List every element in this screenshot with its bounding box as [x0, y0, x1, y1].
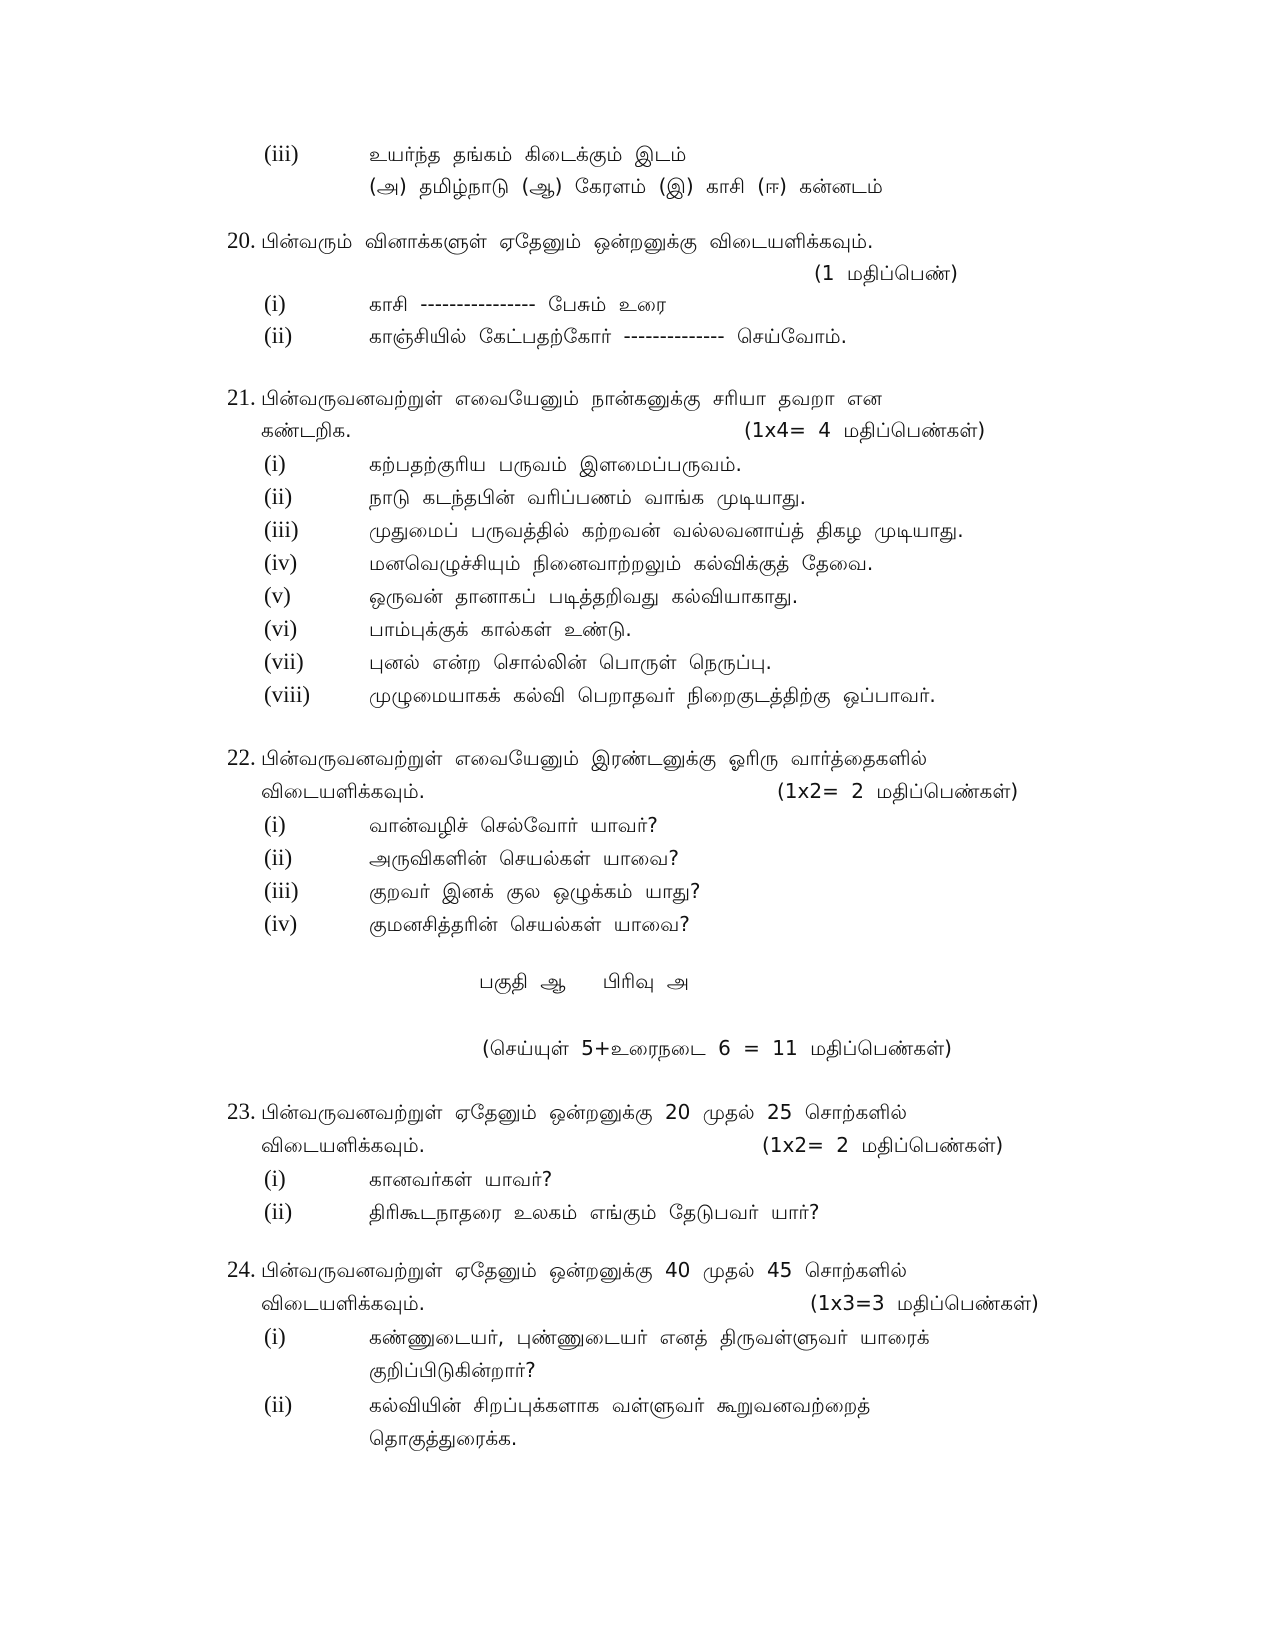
item-text: முதுமைப் பருவத்தில் கற்றவன் வல்லவனாய்த் திகழ முடியாது.: [369, 518, 964, 542]
item-roman-label: (ii): [264, 1199, 293, 1224]
item-text: காசி ---------------- பேசும் உரை: [369, 292, 667, 316]
item-text: புனல் என்ற சொல்லின் பொருள் நெருப்பு.: [369, 650, 772, 674]
question-text: பின்வரும் வினாக்களுள் ஏதேனும் ஒன்றனுக்கு விடையளிக்கவும்.: [261, 229, 874, 253]
item-roman-label: (i): [264, 1324, 286, 1349]
item-roman-label: (iv): [264, 550, 298, 575]
item-text: மனவெழுச்சியும் நினைவாற்றலும் கல்விக்குத் தேவை.: [369, 551, 874, 575]
section-marks-summary: (செய்யுள் 5+உரைநடை 6 = 11 மதிப்பெண்கள்): [482, 1036, 952, 1060]
item-text: கானவர்கள் யாவர்?: [369, 1167, 553, 1191]
item-text-continued: குறிப்பிடுகின்றார்?: [369, 1358, 536, 1382]
item-text: வான்வழிச் செல்வோர் யாவர்?: [369, 813, 658, 837]
item-text: அருவிகளின் செயல்கள் யாவை?: [369, 846, 680, 870]
item-roman-label: (iii): [264, 517, 299, 542]
question-number: 24.: [227, 1257, 256, 1282]
section-title: பகுதி ஆ பிரிவு அ: [479, 969, 690, 993]
item-text: கல்வியின் சிறப்புக்களாக வள்ளுவர் கூறுவனவற்றைத்: [369, 1393, 871, 1417]
item-roman-label: (i): [264, 812, 286, 837]
item-text: உயர்ந்த தங்கம் கிடைக்கும் இடம்: [369, 142, 687, 166]
item-text: நாடு கடந்தபின் வரிப்பணம் வாங்க முடியாது.: [369, 485, 806, 509]
item-roman-label: (vii): [264, 649, 304, 674]
question-number: 23.: [227, 1099, 256, 1124]
marks-label: (1x4= 4 மதிப்பெண்கள்): [744, 418, 986, 442]
item-roman-label: (vi): [264, 616, 298, 641]
question-text-continued: கண்டறிக.: [261, 418, 352, 442]
marks-label: (1 மதிப்பெண்): [814, 261, 958, 285]
question-number: 21.: [227, 385, 256, 410]
item-roman-label: (ii): [264, 323, 293, 348]
item-text: திரிகூடநாதரை உலகம் எங்கும் தேடுபவர் யார்?: [369, 1200, 820, 1224]
question-text: பின்வருவனவற்றுள் ஏதேனும் ஒன்றனுக்கு 20 முதல் 25 சொற்களில்: [261, 1100, 907, 1124]
question-number: 22.: [227, 745, 256, 770]
question-text: பின்வருவனவற்றுள் எவையேனும் நான்கனுக்கு சரியா தவறா என: [261, 386, 882, 410]
marks-label: (1x2= 2 மதிப்பெண்கள்): [762, 1133, 1004, 1157]
item-roman-label: (viii): [264, 682, 310, 707]
question-text-continued: விடையளிக்கவும்.: [261, 779, 426, 803]
item-text: கண்ணுடையர், புண்ணுடையர் எனத் திருவள்ளுவர் யாரைக்: [369, 1325, 930, 1349]
item-roman-label: (i): [264, 451, 286, 476]
question-text-continued: விடையளிக்கவும்.: [261, 1133, 426, 1157]
item-roman-label: (ii): [264, 484, 293, 509]
item-roman-label: (iii): [264, 878, 299, 903]
item-roman-label: (ii): [264, 1392, 293, 1417]
question-text: பின்வருவனவற்றுள் ஏதேனும் ஒன்றனுக்கு 40 முதல் 45 சொற்களில்: [261, 1258, 907, 1282]
marks-label: (1x3=3 மதிப்பெண்கள்): [810, 1291, 1039, 1315]
item-roman-label: (iii): [264, 141, 299, 166]
item-roman-label: (i): [264, 1166, 286, 1191]
item-text: குறவர் இனக் குல ஒழுக்கம் யாது?: [369, 879, 701, 903]
question-text-continued: விடையளிக்கவும்.: [261, 1291, 426, 1315]
question-number: 20.: [227, 228, 256, 253]
item-roman-label: (v): [264, 583, 291, 608]
item-text: பாம்புக்குக் கால்கள் உண்டு.: [369, 617, 632, 641]
item-text: காஞ்சியில் கேட்பதற்கோர் -------------- செய்வோம்.: [369, 324, 847, 348]
item-text: கற்பதற்குரிய பருவம் இளமைப்பருவம்.: [369, 452, 742, 476]
answer-options: (அ) தமிழ்நாடு (ஆ) கேரளம் (இ) காசி (ஈ) கன்னடம்: [369, 174, 883, 198]
item-roman-label: (iv): [264, 911, 298, 936]
item-text: முழுமையாகக் கல்வி பெறாதவர் நிறைகுடத்திற்கு ஒப்பாவர்.: [369, 683, 936, 707]
item-text-continued: தொகுத்துரைக்க.: [369, 1426, 518, 1450]
question-text: பின்வருவனவற்றுள் எவையேனும் இரண்டனுக்கு ஓரிரு வார்த்தைகளில்: [261, 746, 928, 770]
item-text: குமனசித்தரின் செயல்கள் யாவை?: [369, 912, 690, 936]
marks-label: (1x2= 2 மதிப்பெண்கள்): [777, 779, 1019, 803]
item-roman-label: (i): [264, 291, 286, 316]
item-roman-label: (ii): [264, 845, 293, 870]
item-text: ஒருவன் தானாகப் படித்தறிவது கல்வியாகாது.: [369, 584, 799, 608]
